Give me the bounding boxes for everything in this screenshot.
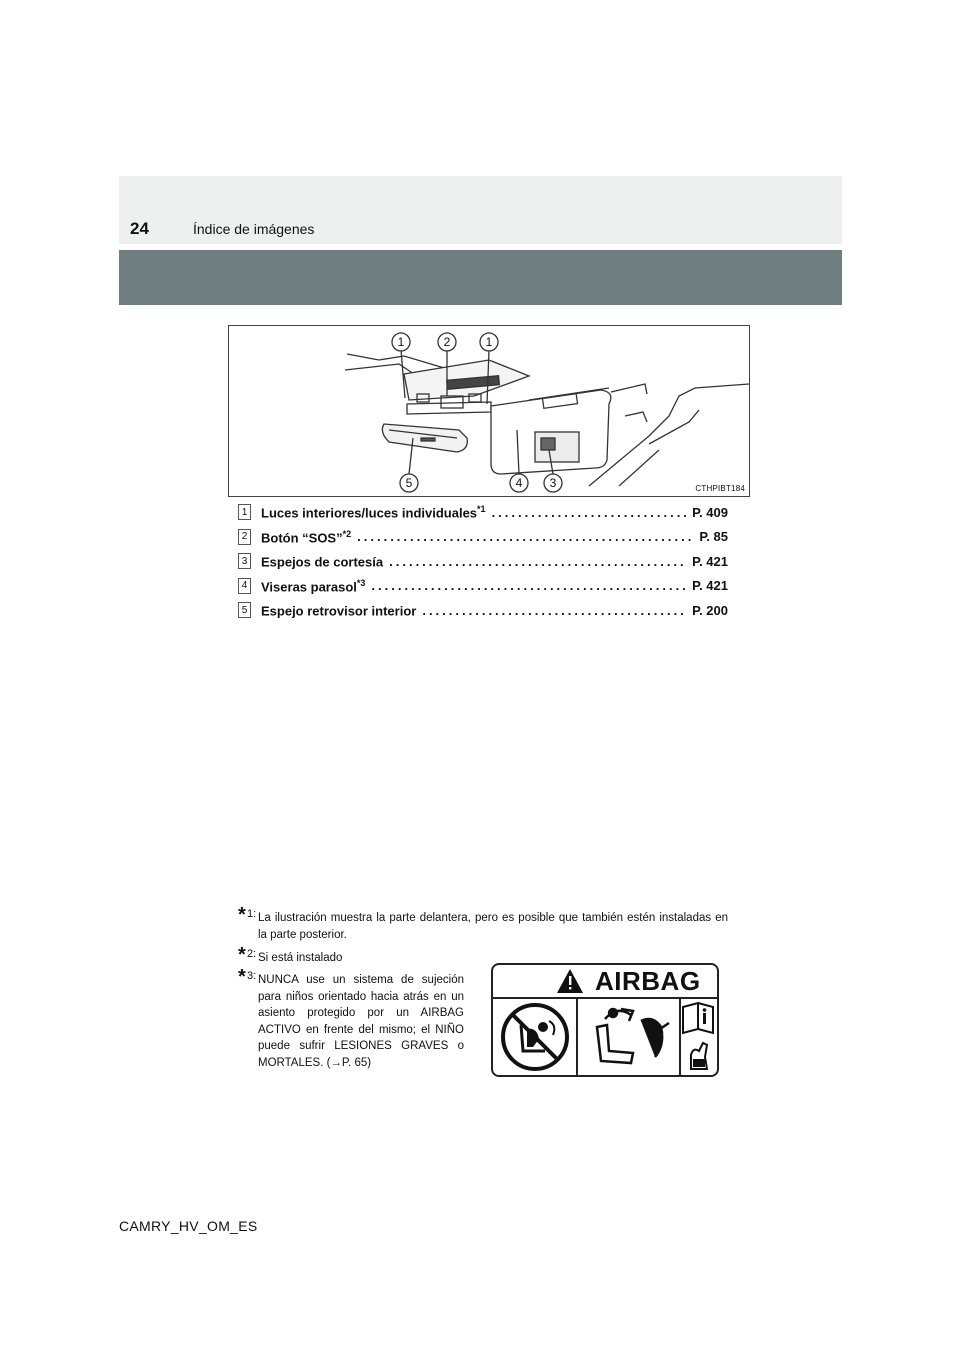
callout-2: 2 [443,335,451,349]
legend-label: Viseras parasol$^{*3}$ [261,577,366,594]
page-number: 24 [130,219,149,238]
legend-number: 5 [238,602,251,618]
footnote-text: La ilustración muestra la parte delantera, pero es posible que también estén instaladas en la parte posterior. [258,912,728,941]
airbag-warning-label [491,963,719,1077]
leader-dots [371,578,686,593]
callout-5: 5 [405,476,413,490]
warning-triangle-icon [557,969,583,993]
callout-4: 4 [515,476,523,490]
footnote-text: NUNCA use un sistema de sujeción para niños orientado hacia atrás en un asiento protegido por un AIRBAG ACTIVO en frente del mismo; el NIÑO puede sufrir LESIONES GRAVES o MORTALES. (→P. 65) [258,974,464,1069]
airbag-deploy-seat-icon [597,1009,669,1063]
header-dark-band [119,250,842,305]
footnote-marker: 1: [247,908,257,920]
leader-dots [492,505,687,520]
footnote-marker: 3: [247,970,257,982]
leader-dots [357,529,693,544]
legend-number: 4 [238,578,251,594]
airbag-pictograms [493,965,717,1075]
legend-item [238,598,728,623]
legend-label: Espejo retrovisor interior [261,603,417,619]
footnote-1 [238,904,728,944]
footnote-star: * [238,944,246,966]
page-reference[interactable]: P. 200 [692,602,728,618]
leader-dots [389,554,686,569]
callout-1-right: 1 [485,335,493,349]
airbag-word: AIRBAG [595,966,701,996]
legend-item [238,574,728,599]
overhead-console-illustration [228,325,750,497]
figure-code: CTHPIBT184 [695,484,745,493]
no-rear-facing-child-seat-icon [503,1005,567,1069]
page-reference[interactable]: P. 85 [699,529,728,545]
page-reference[interactable]: P. 421 [692,578,728,594]
legend-item [238,525,728,550]
legend-label: Botón “SOS”$^{*2}$ [261,528,352,545]
legend-number: 1 [238,504,251,520]
console-drawing [229,326,749,496]
page-reference[interactable]: P. 421 [692,553,728,569]
footnote-star: * [238,904,246,926]
legend-list [238,500,728,623]
section-title: Índice de imágenes [193,221,315,237]
legend-number: 3 [238,553,251,569]
page-reference[interactable]: P. 409 [692,504,728,520]
callout-1-left: 1 [397,335,405,349]
footnote-star: * [238,966,246,988]
callout-3: 3 [549,476,557,490]
legend-label: Luces interiores/luces individuales$^{*1}$ [261,504,486,521]
footnote-text: Si está instalado [258,952,343,964]
legend-number: 2 [238,529,251,545]
legend-item [238,500,728,525]
footnote-3 [238,966,468,1080]
legend-label: Espejos de cortesía [261,554,384,570]
footnote-marker: 2: [247,948,257,960]
manual-read-icon [683,1003,713,1069]
legend-item [238,549,728,574]
document-code: CAMRY_HV_OM_ES [119,1218,258,1234]
leader-dots [422,603,686,618]
